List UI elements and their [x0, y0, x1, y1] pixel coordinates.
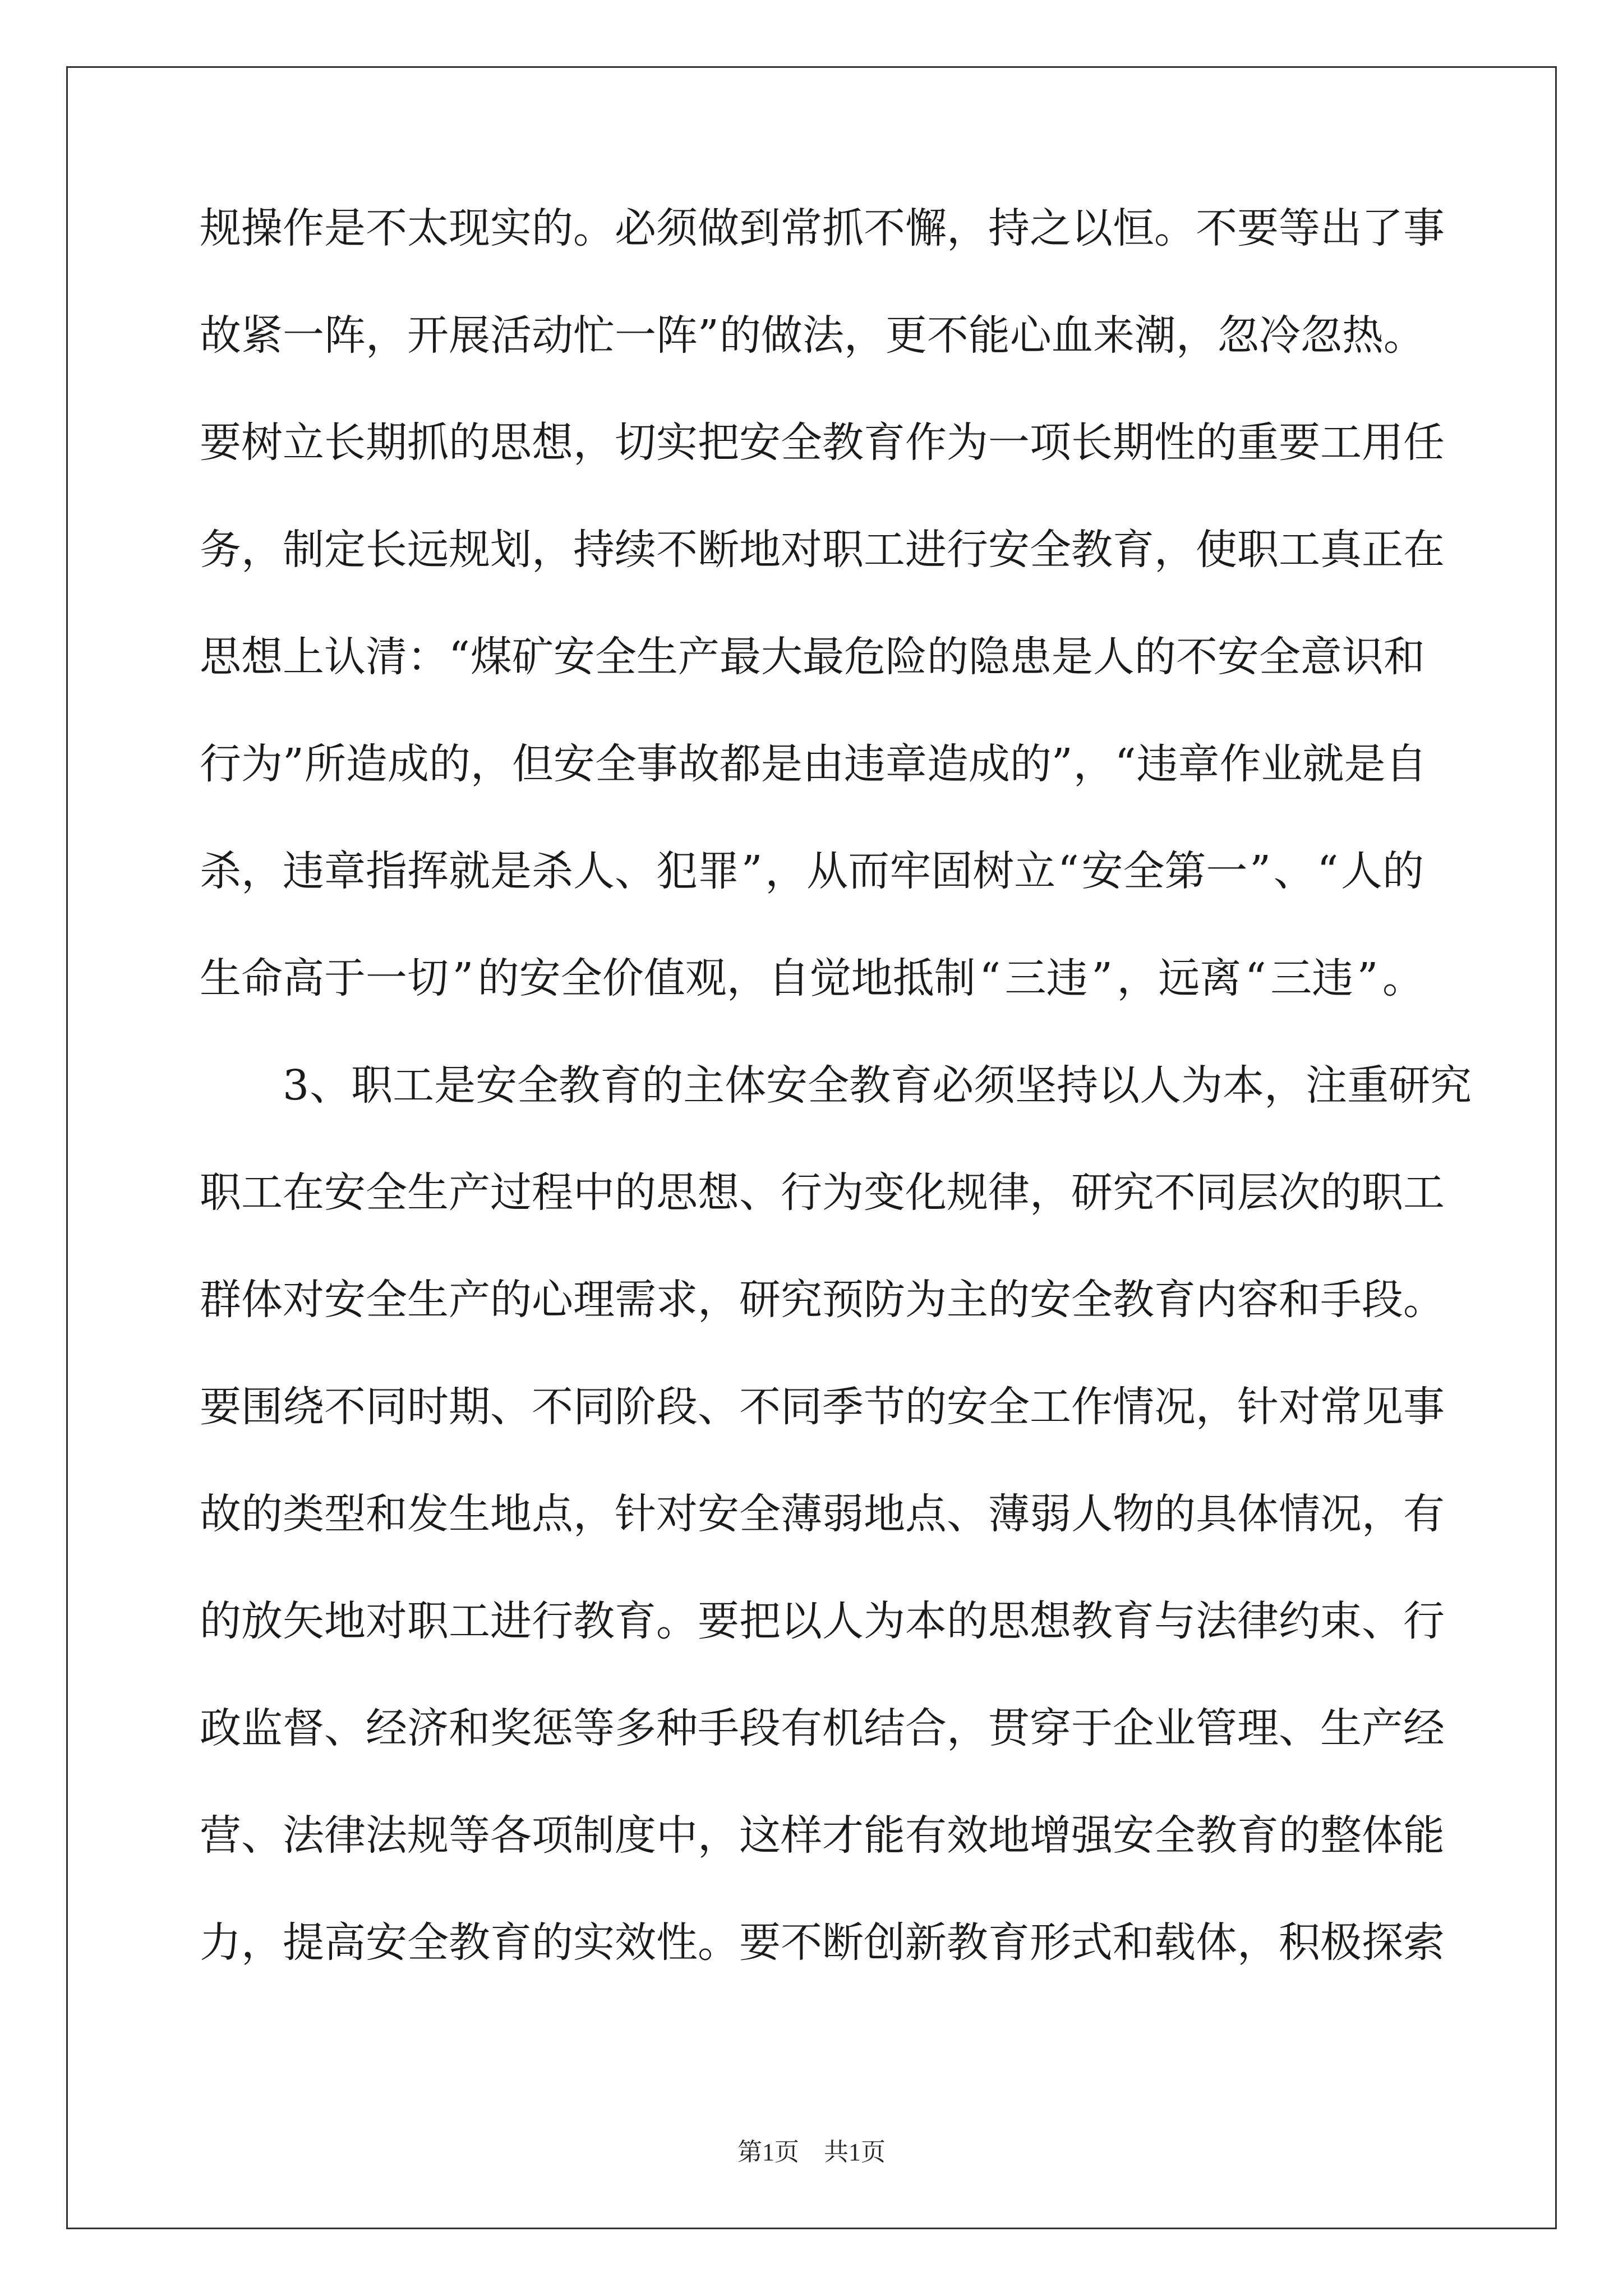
text-line: 营 、 法 律 法 规 等 各 项 制 度 中 ， 这 样 才 能 有 效 地 增 强 安 全 教 育 的 整 体 能 [200, 1811, 1445, 1860]
text-line: 要 树 立 长 期 抓 的 思 想 ， 切 实 把 安 全 教 育 作 为 一 项 长 期 性 的 重 要 工 用 任 [200, 418, 1445, 467]
text-line: 的 放 矢 地 对 职 工 进 行 教 育 。 要 把 以 人 为 本 的 思 想 教 育 与 法 律 约 束 、 行 [200, 1597, 1445, 1645]
document-body [200, 204, 1473, 2029]
text-line: 杀 ， 违 章 指 挥 就 是 杀 人 、 犯 罪 ” ， 从 而 牢 固 树 立 “ 安 全 第 一 ” 、 “ 人 的 [200, 847, 1424, 895]
text-line: 行 为 ” 所 造 成 的 ， 但 安 全 事 故 都 是 由 违 章 造 成 的 ” ， “ 违 章 作 业 就 是 自 [200, 740, 1428, 788]
paragraph-start-line: 3 、 职 工 是 安 全 教 育 的 主 体 安 全 教 育 必 须 坚 持 以 人 为 本 ， 注 重 研 究 [283, 1061, 1473, 1110]
text-line: 政 监 督 、 经 济 和 奖 惩 等 多 种 手 段 有 机 结 合 ， 贯 穿 于 企 业 管 理 、 生 产 经 [200, 1704, 1445, 1752]
text-line: 务 ， 制 定 长 远 规 划 ， 持 续 不 断 地 对 职 工 进 行 安 全 教 育 ， 使 职 工 真 正 在 [200, 526, 1445, 574]
text-line: 故 的 类 型 和 发 生 地 点 ， 针 对 安 全 薄 弱 地 点 、 薄 弱 人 物 的 具 体 情 况 ， 有 [200, 1490, 1445, 1538]
text-line: 群 体 对 安 全 生 产 的 心 理 需 求 ， 研 究 预 防 为 主 的 安 全 教 育 内 容 和 手 段 。 [200, 1276, 1445, 1324]
text-line: 职 工 在 安 全 生 产 过 程 中 的 思 想 、 行 为 变 化 规 律 ， 研 究 不 同 层 次 的 职 工 [200, 1168, 1445, 1217]
text-line: 故 紧 一 阵 ， 开 展 活 动 忙 一 阵 ” 的 做 法 ， 更 不 能 心 血 来 潮 ， 忽 冷 忽 热 。 [200, 311, 1426, 360]
text-line: 要 围 绕 不 同 时 期 、 不 同 阶 段 、 不 同 季 节 的 安 全 工 作 情 况 ， 针 对 常 见 事 [200, 1383, 1445, 1431]
text-line: 生 命 高 于 一 切 ” 的 安 全 价 值 观 ， 自 觉 地 抵 制 “ 三 违 ” ， 远 离 “ 三 违 ” 。 [200, 954, 1424, 1002]
text-line: 力 ， 提 高 安 全 教 育 的 实 效 性 。 要 不 断 创 新 教 育 形 式 和 载 体 ， 积 极 探 索 [200, 1918, 1445, 1967]
text-line: 思 想 上 认 清 ： “ 煤 矿 安 全 生 产 最 大 最 危 险 的 隐 患 是 人 的 不 安 全 意 识 和 [200, 633, 1426, 681]
text-line: 规 操 作 是 不 太 现 实 的 。 必 须 做 到 常 抓 不 懈 ， 持 之 以 恒 。 不 要 等 出 了 事 [200, 204, 1445, 252]
page-number-footer: 第1页 共1页 [737, 2138, 886, 2166]
